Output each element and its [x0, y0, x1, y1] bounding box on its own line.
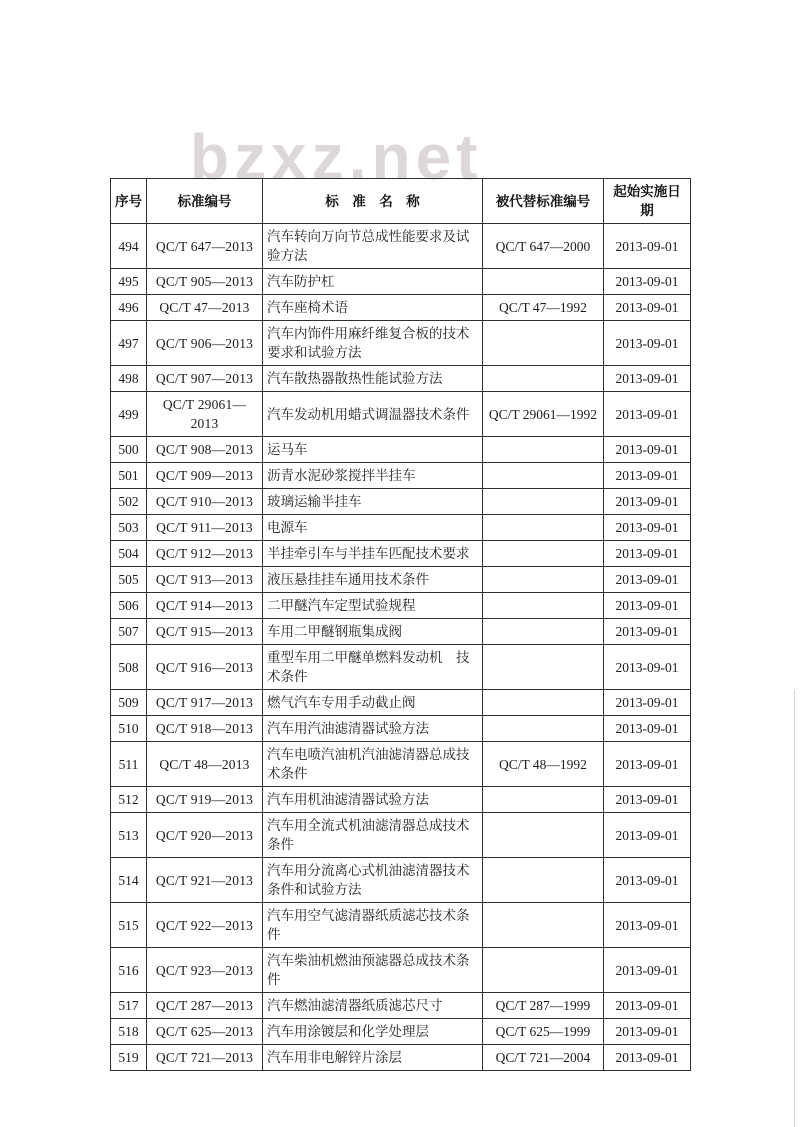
table-row [111, 224, 691, 269]
table-row [111, 858, 691, 903]
cell-standard-name: 二甲醚汽车定型试验规程 [263, 593, 483, 619]
cell-standard-name: 汽车用全流式机油滤清器总成技术条件 [263, 813, 483, 858]
cell-effective-date: 2013-09-01 [604, 858, 691, 903]
cell-replaced-standard: QC/T 647—2000 [483, 224, 604, 269]
cell-standard-name: 汽车用涂镀层和化学处理层 [263, 1019, 483, 1045]
cell-standard-code: QC/T 906—2013 [147, 321, 263, 366]
cell-standard-name: 汽车内饰件用麻纤维复合板的技术要求和试验方法 [263, 321, 483, 366]
watermark-text: bzxz.net [190, 121, 483, 193]
cell-effective-date: 2013-09-01 [604, 742, 691, 787]
cell-serial-number: 513 [111, 813, 147, 858]
cell-standard-name: 汽车用空气滤清器纸质滤芯技术条件 [263, 903, 483, 948]
cell-standard-name: 汽车防护杠 [263, 269, 483, 295]
cell-standard-code: QC/T 922—2013 [147, 903, 263, 948]
cell-replaced-standard [483, 690, 604, 716]
cell-serial-number: 518 [111, 1019, 147, 1045]
cell-serial-number: 494 [111, 224, 147, 269]
table-row [111, 619, 691, 645]
cell-effective-date: 2013-09-01 [604, 690, 691, 716]
cell-effective-date: 2013-09-01 [604, 787, 691, 813]
cell-standard-code: QC/T 919—2013 [147, 787, 263, 813]
cell-serial-number: 507 [111, 619, 147, 645]
table-row [111, 392, 691, 437]
standards-table [110, 178, 691, 1071]
cell-replaced-standard [483, 366, 604, 392]
cell-serial-number: 500 [111, 437, 147, 463]
cell-standard-code: QC/T 625—2013 [147, 1019, 263, 1045]
header-standard-code: 标准编号 [147, 179, 263, 224]
cell-serial-number: 517 [111, 993, 147, 1019]
cell-standard-code: QC/T 647—2013 [147, 224, 263, 269]
cell-standard-name: 沥青水泥砂浆搅拌半挂车 [263, 463, 483, 489]
cell-effective-date: 2013-09-01 [604, 813, 691, 858]
table-row [111, 269, 691, 295]
cell-replaced-standard: QC/T 47—1992 [483, 295, 604, 321]
cell-serial-number: 499 [111, 392, 147, 437]
cell-standard-name: 汽车用非电解锌片涂层 [263, 1045, 483, 1071]
header-serial-number: 序号 [111, 179, 147, 224]
table-row [111, 742, 691, 787]
cell-effective-date: 2013-09-01 [604, 619, 691, 645]
cell-replaced-standard [483, 541, 604, 567]
cell-serial-number: 506 [111, 593, 147, 619]
cell-replaced-standard [483, 619, 604, 645]
table-row [111, 690, 691, 716]
cell-effective-date: 2013-09-01 [604, 269, 691, 295]
cell-replaced-standard [483, 437, 604, 463]
cell-effective-date: 2013-09-01 [604, 903, 691, 948]
cell-replaced-standard [483, 787, 604, 813]
cell-serial-number: 503 [111, 515, 147, 541]
cell-standard-code: QC/T 916—2013 [147, 645, 263, 690]
table-row [111, 295, 691, 321]
cell-standard-name: 汽车座椅术语 [263, 295, 483, 321]
header-standard-name: 标 准 名 称 [263, 179, 483, 224]
cell-serial-number: 504 [111, 541, 147, 567]
cell-standard-name: 汽车电喷汽油机汽油滤清器总成技术条件 [263, 742, 483, 787]
table-row [111, 903, 691, 948]
table-row [111, 1045, 691, 1071]
cell-standard-name: 玻璃运输半挂车 [263, 489, 483, 515]
cell-replaced-standard [483, 593, 604, 619]
cell-effective-date: 2013-09-01 [604, 1019, 691, 1045]
cell-standard-name: 汽车用汽油滤清器试验方法 [263, 716, 483, 742]
cell-effective-date: 2013-09-01 [604, 437, 691, 463]
cell-effective-date: 2013-09-01 [604, 224, 691, 269]
cell-serial-number: 514 [111, 858, 147, 903]
cell-serial-number: 497 [111, 321, 147, 366]
cell-standard-code: QC/T 29061—2013 [147, 392, 263, 437]
cell-replaced-standard: QC/T 721—2004 [483, 1045, 604, 1071]
cell-replaced-standard [483, 269, 604, 295]
cell-standard-name: 汽车柴油机燃油预滤器总成技术条件 [263, 948, 483, 993]
cell-effective-date: 2013-09-01 [604, 716, 691, 742]
table-header-row [111, 179, 691, 224]
cell-serial-number: 496 [111, 295, 147, 321]
cell-standard-name: 燃气汽车专用手动截止阀 [263, 690, 483, 716]
cell-replaced-standard [483, 813, 604, 858]
cell-replaced-standard [483, 463, 604, 489]
cell-serial-number: 515 [111, 903, 147, 948]
cell-standard-code: QC/T 920—2013 [147, 813, 263, 858]
cell-standard-name: 电源车 [263, 515, 483, 541]
cell-serial-number: 512 [111, 787, 147, 813]
cell-effective-date: 2013-09-01 [604, 515, 691, 541]
table-row [111, 716, 691, 742]
cell-effective-date: 2013-09-01 [604, 489, 691, 515]
cell-effective-date: 2013-09-01 [604, 463, 691, 489]
table-row [111, 1019, 691, 1045]
cell-serial-number: 510 [111, 716, 147, 742]
cell-standard-code: QC/T 910—2013 [147, 489, 263, 515]
table-row [111, 993, 691, 1019]
cell-replaced-standard: QC/T 625—1999 [483, 1019, 604, 1045]
cell-standard-name: 运马车 [263, 437, 483, 463]
table-row [111, 541, 691, 567]
table-row [111, 515, 691, 541]
cell-replaced-standard [483, 489, 604, 515]
cell-standard-name: 重型车用二甲醚单燃料发动机 技术条件 [263, 645, 483, 690]
table-row [111, 366, 691, 392]
cell-standard-code: QC/T 917—2013 [147, 690, 263, 716]
table-row [111, 645, 691, 690]
cell-serial-number: 508 [111, 645, 147, 690]
table-row [111, 948, 691, 993]
cell-serial-number: 495 [111, 269, 147, 295]
cell-replaced-standard [483, 948, 604, 993]
cell-standard-name: 汽车散热器散热性能试验方法 [263, 366, 483, 392]
cell-standard-code: QC/T 287—2013 [147, 993, 263, 1019]
standards-table-body [111, 224, 691, 1071]
cell-standard-code: QC/T 911—2013 [147, 515, 263, 541]
cell-standard-code: QC/T 909—2013 [147, 463, 263, 489]
cell-standard-name: 汽车转向万向节总成性能要求及试验方法 [263, 224, 483, 269]
cell-standard-code: QC/T 721—2013 [147, 1045, 263, 1071]
cell-replaced-standard [483, 321, 604, 366]
cell-effective-date: 2013-09-01 [604, 593, 691, 619]
table-row [111, 787, 691, 813]
cell-effective-date: 2013-09-01 [604, 645, 691, 690]
cell-standard-code: QC/T 905—2013 [147, 269, 263, 295]
cell-standard-code: QC/T 914—2013 [147, 593, 263, 619]
cell-serial-number: 498 [111, 366, 147, 392]
cell-effective-date: 2013-09-01 [604, 366, 691, 392]
cell-replaced-standard [483, 515, 604, 541]
header-effective-date: 起始实施日期 [604, 179, 691, 224]
cell-standard-name: 汽车用分流离心式机油滤清器技术条件和试验方法 [263, 858, 483, 903]
cell-standard-name: 汽车燃油滤清器纸质滤芯尺寸 [263, 993, 483, 1019]
cell-serial-number: 511 [111, 742, 147, 787]
cell-standard-code: QC/T 907—2013 [147, 366, 263, 392]
table-row [111, 567, 691, 593]
cell-standard-code: QC/T 912—2013 [147, 541, 263, 567]
cell-replaced-standard [483, 645, 604, 690]
cell-serial-number: 501 [111, 463, 147, 489]
cell-standard-code: QC/T 913—2013 [147, 567, 263, 593]
cell-replaced-standard: QC/T 29061—1992 [483, 392, 604, 437]
cell-standard-name: 液压悬挂挂车通用技术条件 [263, 567, 483, 593]
cell-serial-number: 519 [111, 1045, 147, 1071]
table-row [111, 321, 691, 366]
cell-standard-name: 汽车用机油滤清器试验方法 [263, 787, 483, 813]
cell-standard-code: QC/T 915—2013 [147, 619, 263, 645]
table-row [111, 463, 691, 489]
cell-standard-code: QC/T 48—2013 [147, 742, 263, 787]
cell-effective-date: 2013-09-01 [604, 567, 691, 593]
cell-standard-code: QC/T 921—2013 [147, 858, 263, 903]
cell-effective-date: 2013-09-01 [604, 993, 691, 1019]
cell-replaced-standard: QC/T 48—1992 [483, 742, 604, 787]
cell-serial-number: 509 [111, 690, 147, 716]
cell-standard-code: QC/T 908—2013 [147, 437, 263, 463]
cell-effective-date: 2013-09-01 [604, 295, 691, 321]
cell-effective-date: 2013-09-01 [604, 321, 691, 366]
cell-effective-date: 2013-09-01 [604, 392, 691, 437]
cell-effective-date: 2013-09-01 [604, 541, 691, 567]
cell-replaced-standard [483, 858, 604, 903]
table-row [111, 593, 691, 619]
table-row [111, 437, 691, 463]
cell-standard-name: 车用二甲醚钢瓶集成阀 [263, 619, 483, 645]
cell-serial-number: 502 [111, 489, 147, 515]
cell-serial-number: 516 [111, 948, 147, 993]
cell-replaced-standard [483, 716, 604, 742]
table-row [111, 813, 691, 858]
cell-replaced-standard [483, 567, 604, 593]
cell-effective-date: 2013-09-01 [604, 1045, 691, 1071]
cell-serial-number: 505 [111, 567, 147, 593]
header-replaced-standard: 被代替标准编号 [483, 179, 604, 224]
cell-standard-code: QC/T 923—2013 [147, 948, 263, 993]
cell-effective-date: 2013-09-01 [604, 948, 691, 993]
cell-standard-name: 汽车发动机用蜡式调温器技术条件 [263, 392, 483, 437]
cell-standard-name: 半挂牵引车与半挂车匹配技术要求 [263, 541, 483, 567]
cell-standard-code: QC/T 918—2013 [147, 716, 263, 742]
table-row [111, 489, 691, 515]
cell-replaced-standard [483, 903, 604, 948]
scan-edge-line [794, 690, 795, 1127]
cell-replaced-standard: QC/T 287—1999 [483, 993, 604, 1019]
cell-standard-code: QC/T 47—2013 [147, 295, 263, 321]
